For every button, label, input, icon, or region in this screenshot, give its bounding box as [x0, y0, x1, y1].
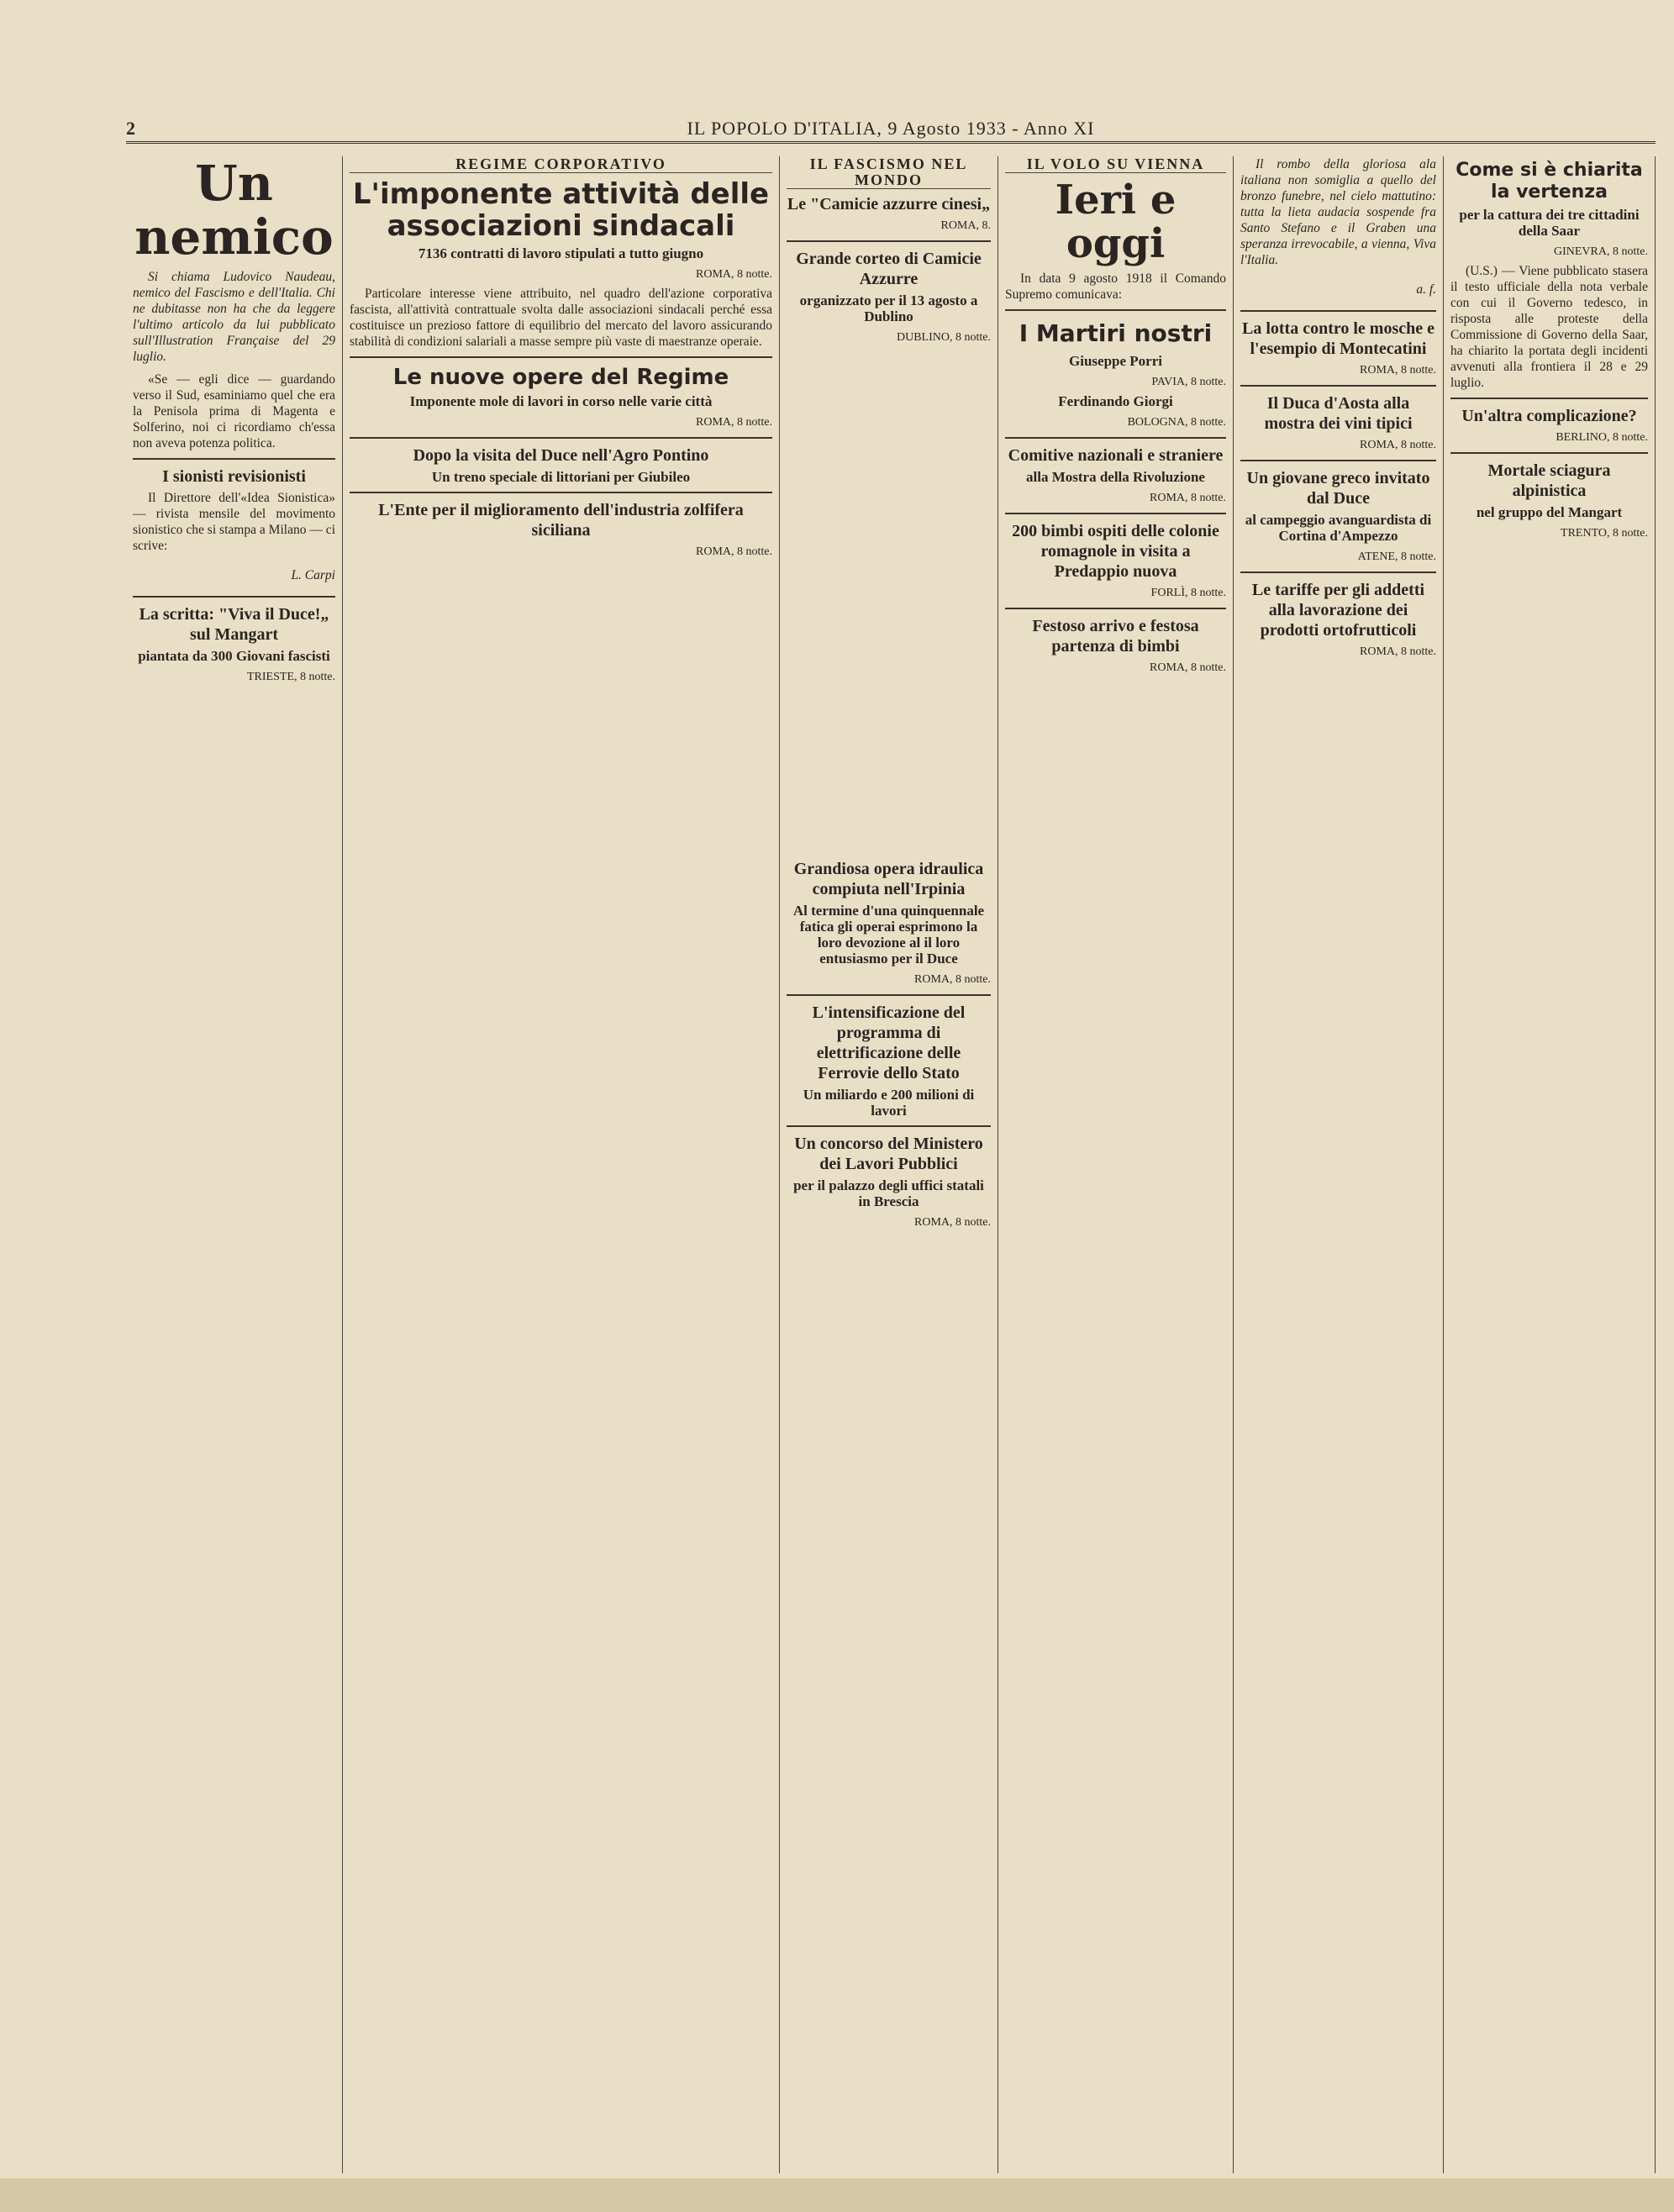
- page-number: 2: [126, 118, 136, 139]
- dateline: ROMA, 8 notte.: [1360, 645, 1436, 658]
- subheadline: 7136 contratti di lavoro stipulati a tutto giugno: [418, 245, 704, 261]
- divider: [1240, 571, 1436, 573]
- dateline: ROMA, 8 notte.: [914, 973, 991, 986]
- headline-associazioni-sindacali: L'imponente attività delle associazioni sindacali: [352, 177, 770, 243]
- article-body: «Se — egli dice — guardando verso il Sud, esaminiamo quel che era la Penisola prima di Magenta e Solferino, noi ci ricordiamo ch'essa non aveva potenza politica.: [133, 372, 335, 450]
- dateline: BERLINO, 8 notte.: [1556, 431, 1648, 444]
- dateline: ROMA, 8.: [940, 219, 991, 232]
- divider: [1240, 460, 1436, 461]
- dateline: GINEVRA, 8 notte.: [1554, 245, 1648, 258]
- headline-sionisti: I sionisti revisionisti: [162, 467, 306, 486]
- subheadline: Un treno speciale di littoriani per Giubileo: [431, 469, 691, 485]
- divider: [787, 240, 991, 242]
- signature: L. Carpi: [291, 567, 335, 582]
- headline-bimbi-predappio: 200 bimbi ospiti delle colonie romagnole in visita a Predappio nuova: [1012, 522, 1219, 581]
- headline-concorso-ministero: Un concorso del Ministero dei Lavori Pubblici: [794, 1135, 983, 1173]
- headline-sciagura-alpinistica: Mortale sciagura alpinistica: [1487, 461, 1611, 500]
- headline-un-nemico: Un nemico: [134, 156, 334, 266]
- headline-nuove-opere: Le nuove opere del Regime: [392, 365, 729, 390]
- divider: [1240, 385, 1436, 387]
- divider: [350, 437, 772, 439]
- article-body: Particolare interesse viene attribuito, nel quadro dell'azione corporativa fascista, all'attività contrattuale svolta dalle associazioni sindacali perché essa costituisce un prezioso fattore di equilibrio del mercato del lavoro assicurando stabilità di condizioni salariali a masse sempre più vaste di maestranze operaie.: [350, 287, 772, 349]
- headline-industria-zolfifera: L'Ente per il miglioramento dell'industria zolfifera siciliana: [378, 501, 744, 540]
- divider: [1005, 513, 1226, 514]
- column-4: [780, 156, 998, 2173]
- subheadline: organizzato per il 13 agosto a Dublino: [799, 292, 978, 324]
- column-7: [1444, 156, 1656, 2173]
- masthead: [126, 118, 1656, 144]
- subheadline: nel gruppo del Mangart: [1476, 504, 1623, 520]
- divider: [1240, 310, 1436, 312]
- headline-corteo-dublino: Grande corteo di Camicie Azzurre: [796, 250, 982, 288]
- divider: [1005, 437, 1226, 439]
- divider: [1005, 608, 1226, 609]
- section-rubric: IL FASCISMO NEL MONDO: [787, 156, 991, 189]
- headline-lotta-mosche: La lotta contro le mosche e l'esempio di Montecatini: [1241, 319, 1435, 358]
- dateline: BOLOGNA, 8 notte.: [1127, 416, 1226, 429]
- dateline: DUBLINO, 8 notte.: [897, 331, 991, 344]
- dateline: ATENE, 8 notte.: [1357, 550, 1436, 563]
- headline-altra-complicazione: Un'altra complicazione?: [1461, 407, 1637, 425]
- divider: [1450, 398, 1648, 399]
- headline-camicie-azzurre-cinesi: Le "Camicie azzurre cinesi„: [787, 195, 991, 213]
- subheadline: piantata da 300 Giovani fascisti: [138, 648, 330, 664]
- article-body: In data 9 agosto 1918 il Comando Supremo comunicava:: [1005, 271, 1226, 302]
- divider: [1005, 309, 1226, 311]
- dateline: TRIESTE, 8 notte.: [247, 671, 335, 683]
- subheadline: per la cattura dei tre cittadini della Saar: [1459, 207, 1640, 239]
- headline-tariffe: Le tariffe per gli addetti alla lavorazione dei prodotti ortofrutticoli: [1251, 581, 1425, 640]
- divider: [350, 356, 772, 358]
- dateline: ROMA, 8 notte.: [1150, 492, 1226, 504]
- column-1: [126, 156, 343, 2173]
- headline-elettrificazione: L'intensificazione del programma di elettrificazione delle Ferrovie dello Stato: [812, 1003, 966, 1082]
- subheadline: Giuseppe Porri: [1069, 353, 1162, 369]
- article-body: Si chiama Ludovico Naudeau, nemico del Fascismo e dell'Italia. Chi ne dubitasse non ha che da leggere l'ultimo articolo da lui pubblicato sull'Illustration Française del 29 luglio.: [133, 270, 335, 364]
- masthead-title: IL POPOLO D'ITALIA, 9 Agosto 1933 - Anno XI: [687, 118, 1095, 139]
- headline-opera-idraulica: Grandiosa opera idraulica compiuta nell'Irpinia: [793, 860, 984, 898]
- headline-duca-aosta: Il Duca d'Aosta alla mostra dei vini tipici: [1264, 394, 1413, 433]
- dateline: FORLÌ, 8 notte.: [1150, 587, 1226, 599]
- headline-martiri-nostri: I Martiri nostri: [1019, 319, 1213, 347]
- dateline: ROMA, 8 notte.: [1360, 364, 1436, 377]
- headline-giovane-greco: Un giovane greco invitato dal Duce: [1246, 469, 1430, 508]
- headline-vertenza-saar: Come si è chiarita la vertenza: [1456, 160, 1643, 203]
- subheadline: per il palazzo degli uffici statali in Brescia: [793, 1177, 984, 1209]
- subheadline: Imponente mole di lavori in corso nelle varie città: [409, 393, 713, 409]
- page-bottom-edge: [0, 2178, 1674, 2212]
- subheadline: alla Mostra della Rivoluzione: [1026, 469, 1205, 485]
- dateline: ROMA, 8 notte.: [696, 416, 772, 429]
- section-rubric: IL VOLO SU VIENNA: [1005, 156, 1226, 173]
- dateline: ROMA, 8 notte.: [696, 268, 772, 281]
- section-rubric: REGIME CORPORATIVO: [350, 156, 772, 173]
- headline-agro-pontino: Dopo la visita del Duce nell'Agro Pontino: [413, 446, 709, 465]
- divider: [1450, 452, 1648, 454]
- headline-comitive: Comitive nazionali e straniere: [1008, 446, 1224, 465]
- dateline: ROMA, 8 notte.: [1360, 439, 1436, 451]
- subheadline: Ferdinando Giorgi: [1058, 393, 1173, 409]
- divider: [350, 492, 772, 493]
- headline-ieri-e-oggi: Ieri e oggi: [1055, 176, 1177, 267]
- divider: [133, 458, 335, 460]
- signature: a. f.: [1416, 282, 1436, 297]
- column-5: [998, 156, 1234, 2173]
- subheadline: al campeggio avanguardista di Cortina d'Ampezzo: [1245, 512, 1432, 544]
- column-6: [1234, 156, 1444, 2173]
- dateline: TRENTO, 8 notte.: [1561, 527, 1648, 540]
- article-body: Il Direttore dell'«Idea Sionistica» — rivista mensile del movimento sionistico che si stampa a Milano — ci scrive:: [133, 491, 335, 553]
- divider: [133, 596, 335, 598]
- article-body: (U.S.) — Viene pubblicato stasera il testo ufficiale della nota verbale con cui il Governo tedesco, in risposta alle proteste della Commissione di Governo della Saar, ha chiarito la portata degli incidenti avvenuti alla frontiera il 28 e 29 luglio.: [1450, 264, 1648, 390]
- dateline: ROMA, 8 notte.: [1150, 661, 1226, 674]
- article-body: Il rombo della gloriosa ala italiana non somiglia a quello del bronzo funebre, nel cielo mattutino: tutta la lieta audacia sospende fra Santo Stefano e il Graben una speranza irrevocabile, a vienna, Viva l'Italia.: [1240, 157, 1436, 267]
- subheadline: Un miliardo e 200 milioni di lavori: [803, 1087, 975, 1119]
- column-2: [343, 156, 780, 2173]
- headline-festoso-arrivo: Festoso arrivo e festosa partenza di bimbi: [1032, 617, 1199, 656]
- dateline: ROMA, 8 notte.: [914, 1216, 991, 1229]
- dateline: PAVIA, 8 notte.: [1151, 376, 1226, 388]
- headline-mangart-scritta: La scritta: "Viva il Duce!„ sul Mangart: [139, 605, 329, 644]
- dateline: ROMA, 8 notte.: [696, 545, 772, 558]
- subheadline: Al termine d'una quinquennale fatica gli operai esprimono la loro devozione al il loro entusiasmo per il Duce: [792, 903, 985, 966]
